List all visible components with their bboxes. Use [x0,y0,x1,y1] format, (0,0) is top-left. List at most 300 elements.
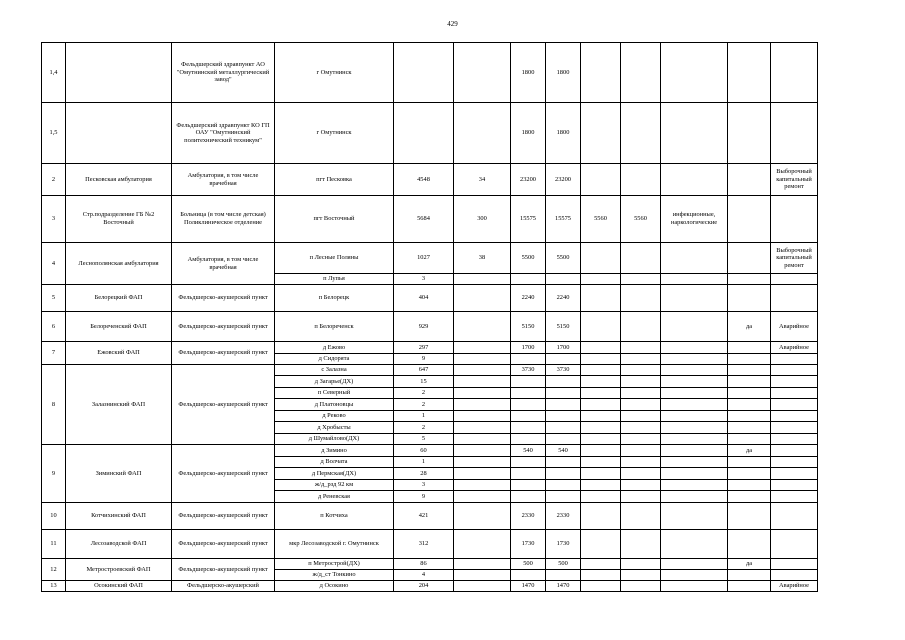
empty-cell [771,570,818,581]
area-norm-cell: 1800 [511,43,546,103]
area-norm-cell: 540 [511,445,546,457]
empty-cell [621,570,661,581]
visits-cell [454,103,511,164]
area-fact-cell: 3730 [546,365,581,376]
extra-2-cell [621,243,661,274]
empty-cell [621,434,661,445]
empty-cell [771,468,818,480]
population-cell: 28 [394,468,454,480]
visits-cell [454,376,511,388]
flag-cell [728,581,771,592]
note-cell [771,530,818,559]
locality-cell: д Ежово [275,342,394,354]
facility-name-cell [66,103,172,164]
facility-name-cell: Осокинский ФАП [66,581,172,592]
note-cell: Аварийное [771,342,818,354]
row-number-cell: 4 [42,243,66,285]
note-cell: Аварийное [771,312,818,342]
locality-cell: д Рековo [275,411,394,422]
note-cell [771,365,818,376]
facility-type-cell: Фельдшерско-акушерский пункт [172,285,275,312]
extra-2-cell [621,559,661,570]
locality-cell: пгт Восточный [275,196,394,243]
row-number-cell: 1,5 [42,103,66,164]
empty-cell [546,491,581,503]
empty-cell [661,570,728,581]
area-norm-cell: 2330 [511,503,546,530]
empty-cell [511,399,546,411]
locality-cell: д Пермская(ДХ) [275,468,394,480]
locality-cell: п Северный [275,388,394,399]
extra-2-cell [621,103,661,164]
population-cell: 15 [394,376,454,388]
flag-cell [728,365,771,376]
empty-cell [581,457,621,468]
population-cell: 4548 [394,164,454,196]
table-row [42,243,818,274]
locality-cell: г Омутнинск [275,103,394,164]
empty-cell [581,376,621,388]
facility-type-cell: Фельдшерско-акушерский пункт [172,445,275,503]
note-cell: Выборочный капитальный ремонт [771,243,818,274]
population-cell: 2 [394,399,454,411]
empty-cell [661,468,728,480]
visits-cell [454,468,511,480]
empty-cell [728,422,771,434]
extra-1-cell [581,285,621,312]
extra-2-cell [621,312,661,342]
table-row [42,503,818,530]
profile-cell [661,103,728,164]
facility-type-cell: Амбулатория, в том числе врачебная [172,243,275,285]
empty-cell [581,354,621,365]
area-fact-cell: 500 [546,559,581,570]
empty-cell [581,434,621,445]
empty-cell [661,434,728,445]
extra-1-cell [581,312,621,342]
empty-cell [621,388,661,399]
empty-cell [621,457,661,468]
empty-cell [581,274,621,285]
visits-cell [454,388,511,399]
population-cell: 929 [394,312,454,342]
facility-type-cell: Фельдшерско-акушерский пункт [172,312,275,342]
empty-cell [728,570,771,581]
profile-cell [661,285,728,312]
profile-cell [661,581,728,592]
flag-cell [728,342,771,354]
extra-1-cell [581,445,621,457]
facility-type-cell: Фельдшерско-акушерский [172,581,275,592]
visits-cell [454,422,511,434]
empty-cell [621,468,661,480]
extra-2-cell [621,342,661,354]
empty-cell [621,354,661,365]
empty-cell [621,480,661,491]
locality-cell: п Лупья [275,274,394,285]
visits-cell [454,342,511,354]
empty-cell [771,457,818,468]
facility-name-cell: Белорецкий ФАП [66,285,172,312]
flag-cell [728,43,771,103]
empty-cell [581,480,621,491]
note-cell [771,43,818,103]
empty-cell [621,399,661,411]
population-cell: 3 [394,480,454,491]
area-fact-cell: 1730 [546,530,581,559]
facility-type-cell: Фельдшерско-акушерский пункт [172,342,275,365]
facility-name-cell: Лесозаводской ФАП [66,530,172,559]
empty-cell [661,354,728,365]
population-cell: 404 [394,285,454,312]
empty-cell [661,422,728,434]
empty-cell [546,422,581,434]
population-cell: 421 [394,503,454,530]
population-cell: 5 [394,434,454,445]
locality-cell: ж/д_ст Тонкино [275,570,394,581]
empty-cell [771,388,818,399]
extra-1-cell [581,530,621,559]
empty-cell [546,399,581,411]
area-norm-cell: 500 [511,559,546,570]
empty-cell [581,388,621,399]
visits-cell [454,274,511,285]
flag-cell [728,243,771,274]
population-cell: 1027 [394,243,454,274]
page-number: 429 [447,20,458,28]
visits-cell [454,399,511,411]
visits-cell: 300 [454,196,511,243]
locality-cell: д Сидорята [275,354,394,365]
empty-cell [546,411,581,422]
empty-cell [728,480,771,491]
table-row [42,342,818,354]
population-cell: 2 [394,388,454,399]
extra-1-cell [581,559,621,570]
flag-cell [728,285,771,312]
table-row [42,445,818,457]
area-fact-cell: 2330 [546,503,581,530]
population-cell: 60 [394,445,454,457]
extra-2-cell [621,285,661,312]
population-cell: 2 [394,422,454,434]
empty-cell [728,376,771,388]
extra-1-cell [581,365,621,376]
extra-2-cell [621,503,661,530]
area-norm-cell: 15575 [511,196,546,243]
visits-cell [454,570,511,581]
flag-cell: да [728,312,771,342]
area-norm-cell: 1800 [511,103,546,164]
facility-type-cell: Фельдшерский здравпункт КО ГП ОАУ "Омутнинский политехнический техникум" [172,103,275,164]
empty-cell [581,570,621,581]
empty-cell [771,422,818,434]
extra-2-cell [621,445,661,457]
area-fact-cell: 23200 [546,164,581,196]
profile-cell [661,164,728,196]
facility-name-cell: Ежовский ФАП [66,342,172,365]
visits-cell [454,491,511,503]
profile-cell [661,445,728,457]
visits-cell [454,365,511,376]
empty-cell [621,274,661,285]
table-row [42,581,818,592]
empty-cell [581,468,621,480]
extra-2-cell [621,365,661,376]
locality-cell: пгт Песковка [275,164,394,196]
area-fact-cell: 1470 [546,581,581,592]
empty-cell [661,411,728,422]
visits-cell [454,581,511,592]
area-fact-cell: 1800 [546,43,581,103]
area-norm-cell: 23200 [511,164,546,196]
empty-cell [728,354,771,365]
population-cell: 647 [394,365,454,376]
row-number-cell: 6 [42,312,66,342]
visits-cell [454,480,511,491]
area-fact-cell: 540 [546,445,581,457]
empty-cell [546,274,581,285]
area-fact-cell: 1800 [546,103,581,164]
empty-cell [546,480,581,491]
empty-cell [621,376,661,388]
empty-cell [728,274,771,285]
empty-cell [546,457,581,468]
empty-cell [728,457,771,468]
empty-cell [511,468,546,480]
row-number-cell: 13 [42,581,66,592]
profile-cell [661,43,728,103]
extra-1-cell [581,43,621,103]
empty-cell [546,354,581,365]
facility-type-cell: Фельдшерско-акушерский пункт [172,530,275,559]
empty-cell [621,411,661,422]
empty-cell [511,570,546,581]
empty-cell [511,480,546,491]
visits-cell [454,354,511,365]
empty-cell [581,411,621,422]
note-cell: Выборочный капитальный ремонт [771,164,818,196]
population-cell: 9 [394,354,454,365]
locality-cell: ж/д_рзд 92 км [275,480,394,491]
area-norm-cell: 3730 [511,365,546,376]
row-number-cell: 12 [42,559,66,581]
empty-cell [546,376,581,388]
empty-cell [771,491,818,503]
note-cell [771,445,818,457]
empty-cell [771,411,818,422]
empty-cell [581,422,621,434]
flag-cell [728,503,771,530]
extra-2-cell [621,530,661,559]
empty-cell [546,468,581,480]
profile-cell [661,342,728,354]
empty-cell [728,388,771,399]
locality-cell: г Омутнинск [275,43,394,103]
locality-cell: д Реневская [275,491,394,503]
area-fact-cell: 5150 [546,312,581,342]
note-cell: Аварийное [771,581,818,592]
area-fact-cell: 15575 [546,196,581,243]
area-fact-cell: 5500 [546,243,581,274]
note-cell [771,103,818,164]
locality-cell: д Зимино [275,445,394,457]
area-norm-cell: 1730 [511,530,546,559]
visits-cell [454,530,511,559]
profile-cell [661,243,728,274]
locality-cell: п Лесные Поляны [275,243,394,274]
empty-cell [661,480,728,491]
population-cell: 204 [394,581,454,592]
note-cell [771,559,818,570]
locality-cell: с Залазна [275,365,394,376]
area-norm-cell: 2240 [511,285,546,312]
extra-2-cell [621,43,661,103]
flag-cell [728,196,771,243]
facility-name-cell: Котчихинский ФАП [66,503,172,530]
locality-cell: д Шумайлово(ДХ) [275,434,394,445]
population-cell: 312 [394,530,454,559]
visits-cell: 38 [454,243,511,274]
locality-cell: д Хробысты [275,422,394,434]
locality-cell: п Белорецк [275,285,394,312]
facility-name-cell: Белореченский ФАП [66,312,172,342]
flag-cell: да [728,445,771,457]
area-norm-cell: 1470 [511,581,546,592]
empty-cell [771,480,818,491]
row-number-cell: 10 [42,503,66,530]
table-row [42,164,818,196]
visits-cell [454,445,511,457]
flag-cell [728,530,771,559]
population-cell: 4 [394,570,454,581]
empty-cell [511,457,546,468]
flag-cell [728,103,771,164]
area-fact-cell: 2240 [546,285,581,312]
profile-cell [661,365,728,376]
empty-cell [728,399,771,411]
table-row [42,43,818,103]
visits-cell: 34 [454,164,511,196]
extra-2-cell [621,164,661,196]
profile-cell [661,312,728,342]
empty-cell [661,274,728,285]
empty-cell [511,491,546,503]
population-cell [394,103,454,164]
population-cell: 3 [394,274,454,285]
row-number-cell: 8 [42,365,66,445]
empty-cell [621,422,661,434]
empty-cell [511,354,546,365]
visits-cell [454,312,511,342]
facility-name-cell: Метростроевский ФАП [66,559,172,581]
extra-1-cell [581,103,621,164]
empty-cell [771,399,818,411]
empty-cell [581,491,621,503]
visits-cell [454,43,511,103]
extra-1-cell [581,342,621,354]
row-number-cell: 3 [42,196,66,243]
visits-cell [454,411,511,422]
empty-cell [771,434,818,445]
extra-1-cell [581,503,621,530]
locality-cell: д Загарье(ДХ) [275,376,394,388]
facility-type-cell: Фельдшерско-акушерский пункт [172,559,275,581]
area-norm-cell: 5500 [511,243,546,274]
empty-cell [661,491,728,503]
empty-cell [511,388,546,399]
locality-cell: п Белореченск [275,312,394,342]
area-norm-cell: 5150 [511,312,546,342]
locality-cell: д Волчата [275,457,394,468]
empty-cell [511,434,546,445]
extra-1-cell [581,243,621,274]
empty-cell [728,434,771,445]
empty-cell [581,399,621,411]
profile-cell [661,530,728,559]
facility-name-cell: Залазнинский ФАП [66,365,172,445]
table-row [42,312,818,342]
table-row [42,103,818,164]
note-cell [771,196,818,243]
empty-cell [661,399,728,411]
empty-cell [661,376,728,388]
empty-cell [728,491,771,503]
row-number-cell: 1,4 [42,43,66,103]
row-number-cell: 5 [42,285,66,312]
locality-cell: п Котчиха [275,503,394,530]
empty-cell [728,411,771,422]
empty-cell [771,274,818,285]
visits-cell [454,503,511,530]
extra-2-cell: 5560 [621,196,661,243]
facility-type-cell: Амбулатория, в том числе врачебная [172,164,275,196]
facility-type-cell: Фельдшерско-акушерский пункт [172,503,275,530]
empty-cell [546,388,581,399]
facility-name-cell: Стр.подразделение ГБ №2 Восточный [66,196,172,243]
empty-cell [511,422,546,434]
empty-cell [546,434,581,445]
profile-cell [661,559,728,570]
population-cell: 1 [394,411,454,422]
facility-type-cell: Больница (в том числе детская) Поликлиническое отделение [172,196,275,243]
facility-registry-table [41,42,818,592]
row-number-cell: 7 [42,342,66,365]
area-fact-cell: 1700 [546,342,581,354]
facility-type-cell: Фельдшерско-акушерский пункт [172,365,275,445]
locality-cell: д Платоновцы [275,399,394,411]
extra-1-cell: 5560 [581,196,621,243]
row-number-cell: 11 [42,530,66,559]
table-row [42,196,818,243]
population-cell: 1 [394,457,454,468]
row-number-cell: 2 [42,164,66,196]
visits-cell [454,457,511,468]
area-norm-cell: 1700 [511,342,546,354]
population-cell: 9 [394,491,454,503]
population-cell [394,43,454,103]
note-cell [771,285,818,312]
note-cell [771,503,818,530]
facility-name-cell: Зиминский ФАП [66,445,172,503]
visits-cell [454,285,511,312]
empty-cell [771,354,818,365]
extra-2-cell [621,581,661,592]
empty-cell [546,570,581,581]
locality-cell: мкр Лесозаводской г. Омутнинск [275,530,394,559]
extra-1-cell [581,581,621,592]
empty-cell [661,388,728,399]
